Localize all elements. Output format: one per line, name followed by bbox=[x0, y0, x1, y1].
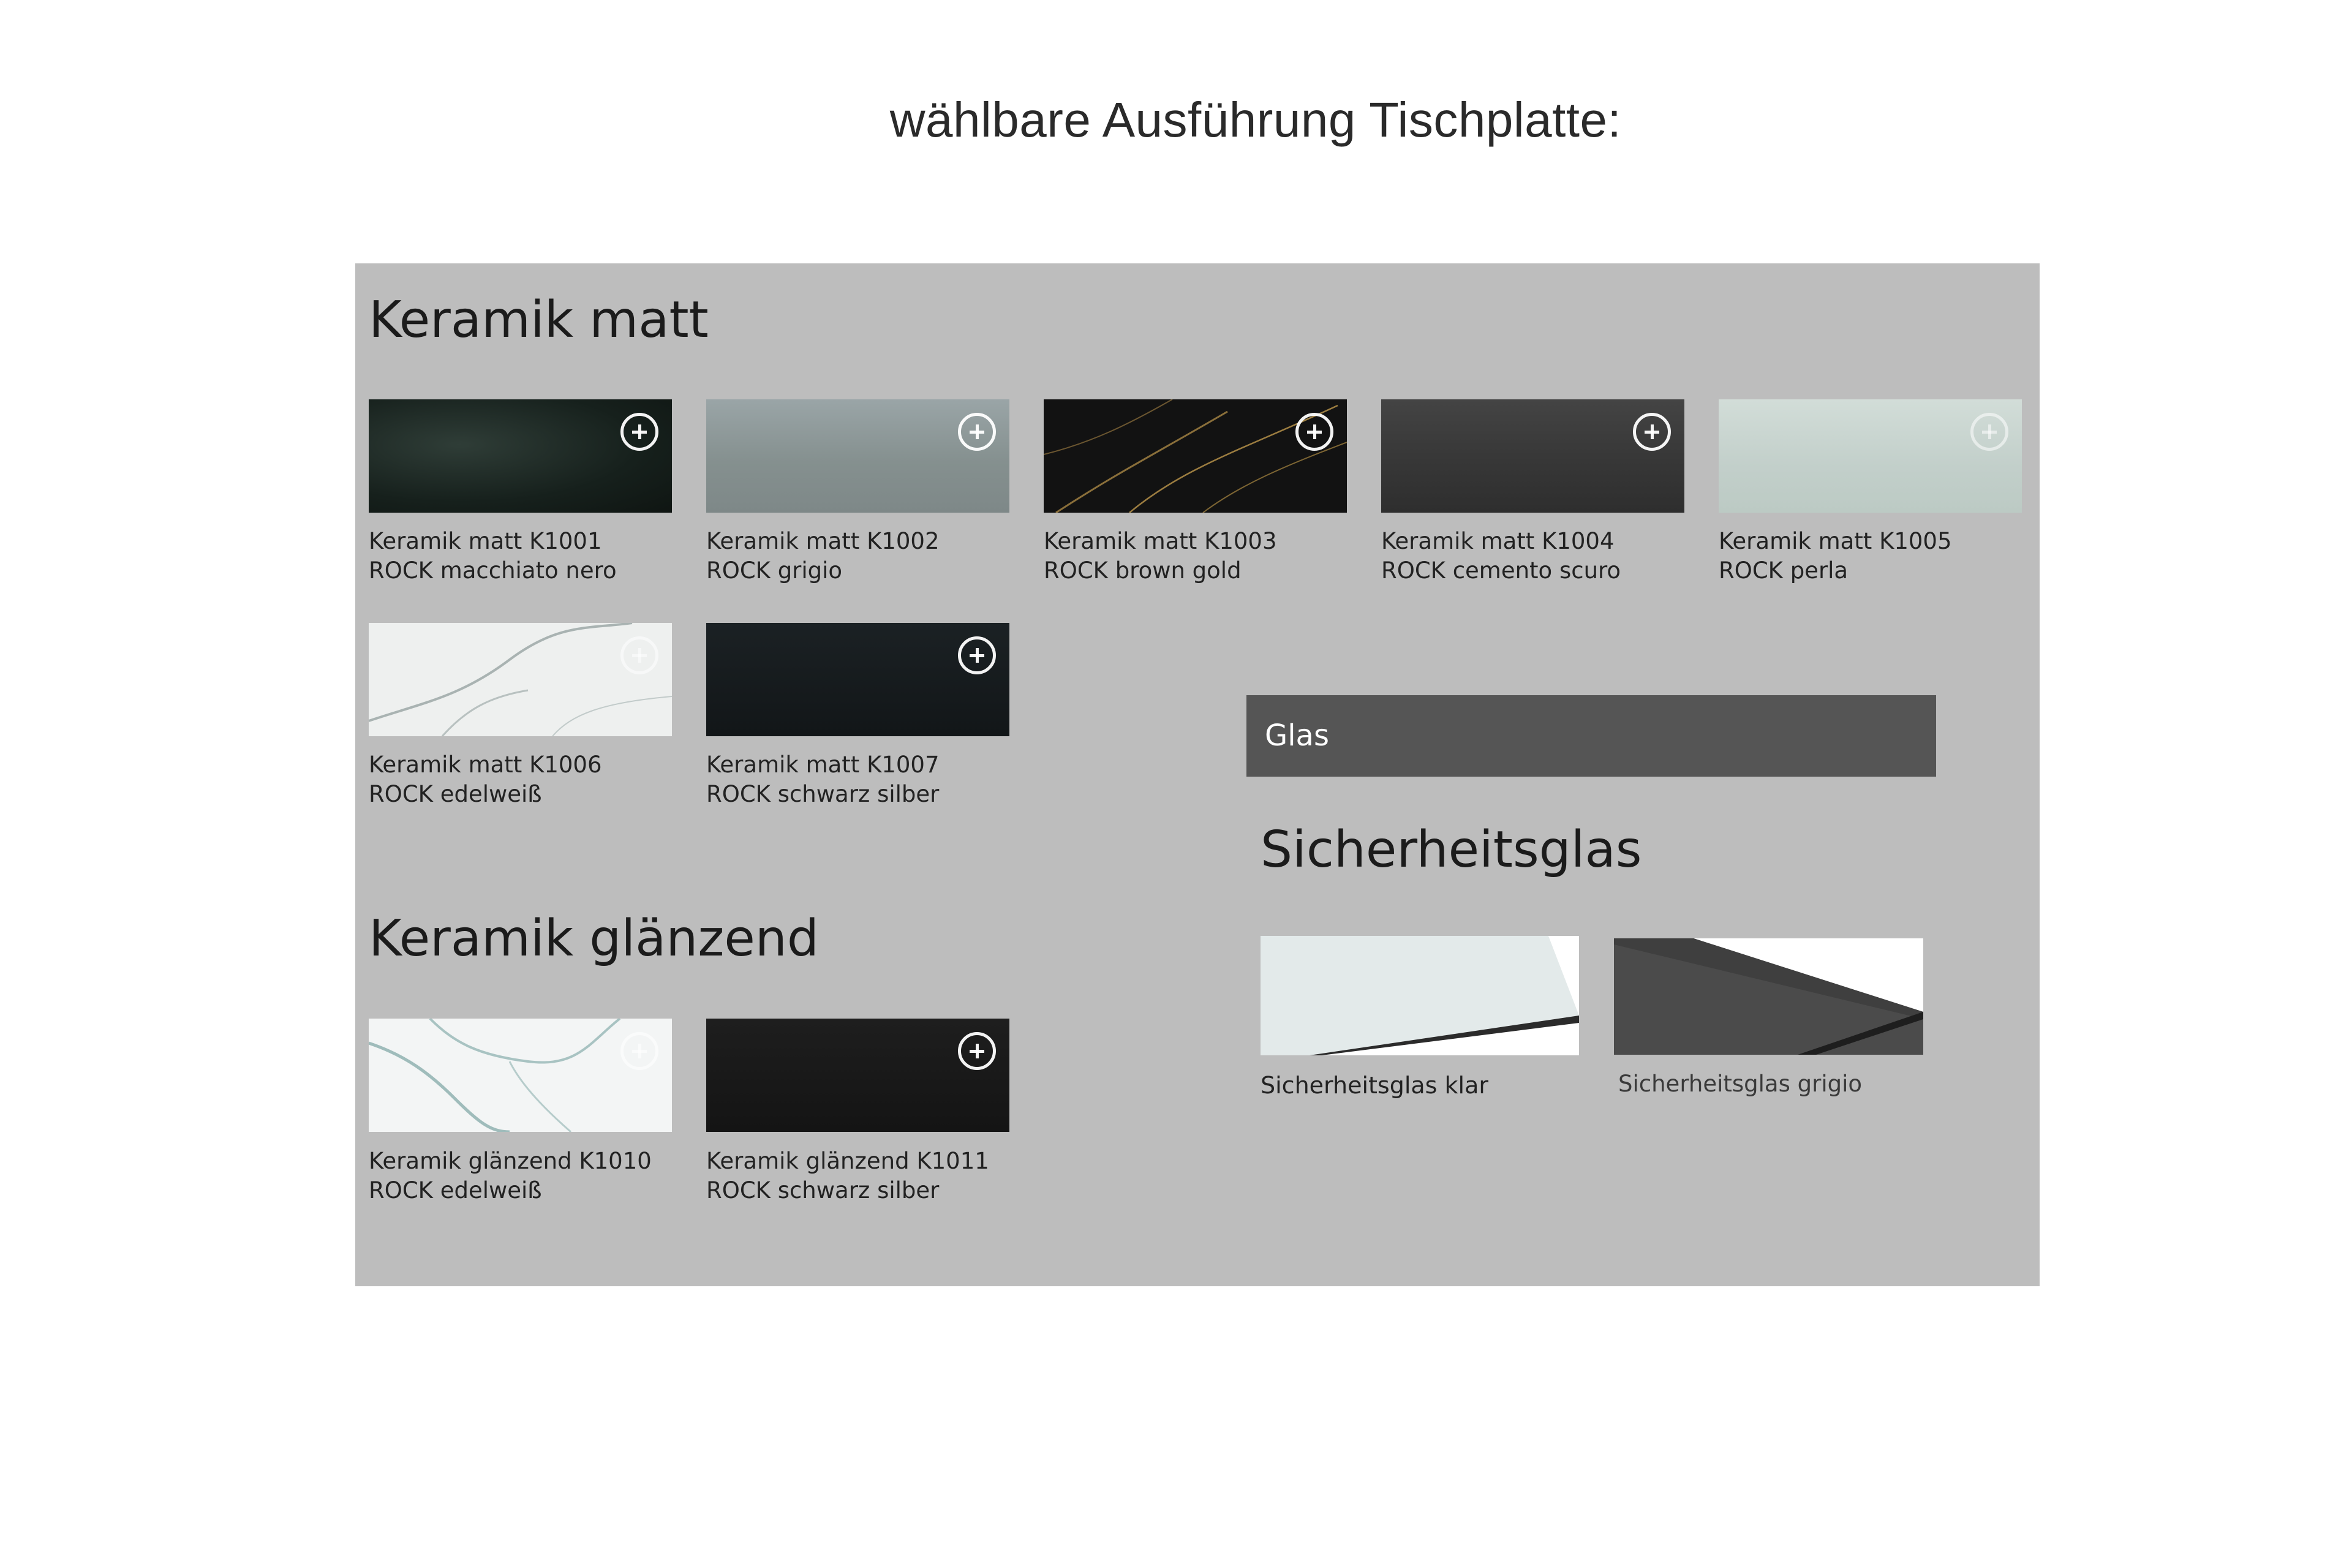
caption-code: Keramik matt K1001 bbox=[369, 528, 602, 554]
swatch-k1002[interactable] bbox=[706, 399, 1009, 513]
caption-name: ROCK edelweiß bbox=[369, 781, 542, 807]
zoom-plus-icon[interactable] bbox=[1633, 413, 1671, 451]
caption-k1007 bbox=[706, 750, 940, 809]
caption-name: ROCK macchiato nero bbox=[369, 557, 617, 584]
glass-grigio-caption: Sicherheitsglas grigio bbox=[1618, 1071, 1863, 1097]
glas-bar-label: Glas bbox=[1265, 718, 1329, 753]
zoom-plus-icon[interactable] bbox=[620, 413, 658, 451]
zoom-plus-icon[interactable] bbox=[1970, 413, 2008, 451]
caption-k1006 bbox=[369, 750, 602, 809]
caption-name: ROCK perla bbox=[1719, 557, 1849, 584]
caption-k1002 bbox=[706, 527, 940, 586]
caption-code: Keramik glänzend K1010 bbox=[369, 1148, 652, 1174]
caption-name: ROCK schwarz silber bbox=[706, 1177, 940, 1204]
caption-k1001 bbox=[369, 527, 617, 586]
caption-name: ROCK edelweiß bbox=[369, 1177, 542, 1204]
glass-klar-image[interactable] bbox=[1261, 936, 1579, 1055]
swatch-k1005[interactable] bbox=[1719, 399, 2022, 513]
page-title: wählbare Ausführung Tischplatte: bbox=[889, 92, 1622, 147]
keramik-matt-heading: Keramik matt bbox=[369, 291, 709, 349]
zoom-plus-icon[interactable] bbox=[958, 413, 996, 451]
zoom-plus-icon[interactable] bbox=[958, 1032, 996, 1070]
sicherheitsglas-heading: Sicherheitsglas bbox=[1261, 821, 1642, 879]
gold-vein-pattern bbox=[1044, 399, 1347, 513]
swatch-k1003[interactable] bbox=[1044, 399, 1347, 513]
swatch-k1010[interactable] bbox=[369, 1019, 672, 1132]
marble-vein-pattern bbox=[369, 1019, 672, 1132]
caption-k1011 bbox=[706, 1147, 989, 1205]
keramik-glaenzend-heading: Keramik glänzend bbox=[369, 910, 819, 968]
glass-grigio-image[interactable] bbox=[1614, 938, 1923, 1055]
caption-code: Keramik matt K1005 bbox=[1719, 528, 1952, 554]
swatch-k1004[interactable] bbox=[1381, 399, 1684, 513]
glass-klar-caption: Sicherheitsglas klar bbox=[1261, 1072, 1489, 1099]
swatch-k1011[interactable] bbox=[706, 1019, 1009, 1132]
caption-name: ROCK grigio bbox=[706, 557, 843, 584]
glass-plate-grey bbox=[1614, 938, 1923, 1055]
caption-code: Keramik matt K1006 bbox=[369, 752, 602, 778]
caption-k1004 bbox=[1381, 527, 1621, 586]
caption-k1010 bbox=[369, 1147, 652, 1205]
swatch-k1006[interactable] bbox=[369, 623, 672, 736]
zoom-plus-icon[interactable] bbox=[1295, 413, 1333, 451]
zoom-plus-icon[interactable] bbox=[620, 636, 658, 674]
glass-plate-clear bbox=[1261, 936, 1579, 1055]
caption-name: ROCK schwarz silber bbox=[706, 781, 940, 807]
caption-code: Keramik matt K1007 bbox=[706, 752, 940, 778]
caption-code: Keramik glänzend K1011 bbox=[706, 1148, 989, 1174]
zoom-plus-icon[interactable] bbox=[620, 1032, 658, 1070]
caption-name: ROCK cemento scuro bbox=[1381, 557, 1621, 584]
caption-code: Keramik matt K1004 bbox=[1381, 528, 1615, 554]
caption-code: Keramik matt K1003 bbox=[1044, 528, 1277, 554]
marble-vein-pattern bbox=[369, 623, 672, 736]
caption-k1005 bbox=[1719, 527, 1952, 586]
zoom-plus-icon[interactable] bbox=[958, 636, 996, 674]
caption-code: Keramik matt K1002 bbox=[706, 528, 940, 554]
caption-name: ROCK brown gold bbox=[1044, 557, 1242, 584]
swatch-k1001[interactable] bbox=[369, 399, 672, 513]
swatch-k1007[interactable] bbox=[706, 623, 1009, 736]
caption-k1003 bbox=[1044, 527, 1277, 586]
glas-category-bar[interactable] bbox=[1246, 695, 1936, 777]
material-panel bbox=[355, 263, 2040, 1286]
